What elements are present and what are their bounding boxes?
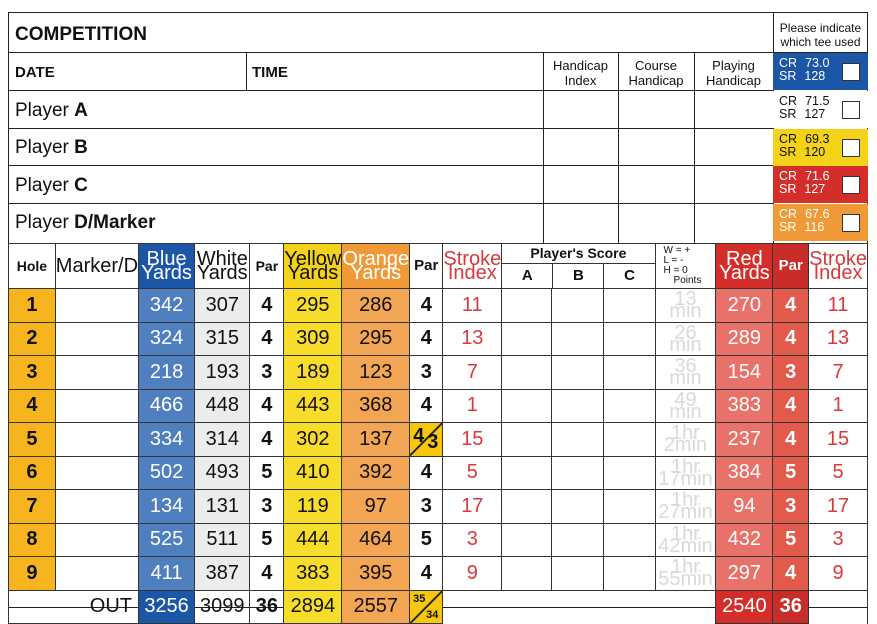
red-par-cell: 5 [773,523,809,557]
score-b-cell[interactable] [552,356,603,390]
score-c-cell[interactable] [603,456,655,490]
par-cell: 5 [250,523,284,557]
score-b-header: B [553,264,604,288]
points-header: W = + L = - H = 0 Points [655,244,716,289]
hole-number: 9 [9,557,56,591]
tee-option-4[interactable]: CR 71.6 SR 127 [773,166,868,203]
points-cell[interactable]: 1hr 2min [655,423,716,457]
player-b-label: Player B [15,137,88,158]
out-red-blank [809,590,868,624]
yellow-yards-cell: 302 [284,423,342,457]
yellow-yards-cell: 444 [284,523,342,557]
score-a-cell[interactable] [502,389,552,423]
white-yards-cell: 314 [195,423,250,457]
hole-number: 1 [9,289,56,323]
par-cell: 4 [250,557,284,591]
hole-table [8,243,868,624]
par2-cell: 4 3 [410,423,443,457]
score-a-cell[interactable] [502,456,552,490]
hole-number: 7 [9,490,56,524]
score-c-cell[interactable] [603,557,655,591]
yellow-yards-cell: 189 [284,356,342,390]
red-stroke-index-cell: 7 [809,356,868,390]
orange-yards-header: Orange Yards [342,244,410,289]
blue-yards-cell: 324 [139,322,195,356]
red-yards-cell: 289 [716,322,773,356]
out-par2 [410,590,443,624]
tee-option-1[interactable]: CR 73.0 SR 128 [773,53,868,90]
red-par-cell: 4 [773,389,809,423]
red-stroke-index-cell: 3 [809,523,868,557]
blue-yards-cell: 502 [139,456,195,490]
tee-prompt: Please indicate which tee used [779,21,862,49]
red-yards-cell: 154 [716,356,773,390]
white-yards-cell: 387 [195,557,250,591]
score-c-header: C [624,267,635,284]
score-a-cell[interactable] [502,523,552,557]
yellow-yards-cell: 295 [284,289,342,323]
out-par2-a: 35 [413,592,426,605]
par-cell: 4 [250,322,284,356]
stroke-index-cell: 11 [443,289,502,323]
par2-cell: 4 [410,322,443,356]
stroke-index-cell: 1 [443,389,502,423]
marker-cell[interactable] [55,289,138,323]
player-d-label: Player D/Marker [15,212,156,233]
marker-cell[interactable] [55,389,138,423]
stroke-index-cell: 15 [443,423,502,457]
red-stroke-index-cell: 13 [809,322,868,356]
tee-checkbox[interactable] [842,101,860,119]
red-yards-cell: 94 [716,490,773,524]
player-c-label: Player C [15,175,88,196]
score-c-cell[interactable] [603,356,655,390]
hole-row [9,523,868,557]
par2-cell: 3 [410,356,443,390]
out-yellow: 2894 [284,590,342,624]
player-a-label: Player A [15,100,88,121]
playing-handicap-label: Playing Handicap [706,58,761,88]
par-header: Par [250,244,284,289]
out-par: 36 [250,590,284,624]
hole-row [9,389,868,423]
score-c-cell[interactable] [603,523,655,557]
par2-cell: 4 [410,456,443,490]
score-a-cell[interactable] [502,322,552,356]
blue-yards-cell: 466 [139,389,195,423]
score-b-cell[interactable] [552,557,603,591]
marker-cell[interactable] [55,490,138,524]
yellow-yards-header: Yellow Yards [284,244,342,289]
score-b-cell[interactable] [552,456,603,490]
hole-header: Hole [9,244,56,289]
par2-header: Par [410,244,443,289]
scorecard [8,12,868,621]
score-c-cell[interactable] [603,490,655,524]
out-row [9,590,868,624]
score-b-cell[interactable] [552,523,603,557]
blue-yards-cell: 218 [139,356,195,390]
red-par-cell: 4 [773,423,809,457]
red-par-cell: 4 [773,289,809,323]
hole-row [9,490,868,524]
red-stroke-index-header: Stroke Index [809,244,868,289]
blue-yards-cell: 411 [139,557,195,591]
stroke-index-cell: 3 [443,523,502,557]
score-b-cell[interactable] [552,389,603,423]
marker-cell[interactable] [55,356,138,390]
red-yards-cell: 432 [716,523,773,557]
score-a-cell[interactable] [502,356,552,390]
points-cell[interactable]: 1hr 42min [655,523,716,557]
stroke-index-header: Stroke Index [443,244,502,289]
players-score-label: Player's Score [502,244,654,264]
marker-cell[interactable] [55,423,138,457]
tee-option-2[interactable]: CR 71.5 SR 127 [773,91,868,128]
yellow-yards-cell: 383 [284,557,342,591]
score-a-cell[interactable] [502,557,552,591]
out-white: 3099 [195,590,250,624]
par-cell: 4 [250,289,284,323]
competition-label: COMPETITION [15,24,147,45]
hole-number: 4 [9,389,56,423]
score-b-cell[interactable] [552,423,603,457]
marker-header: Marker/D [55,244,138,289]
white-yards-header: White Yards [195,244,250,289]
tee-checkbox[interactable] [842,176,860,194]
hole-row [9,423,868,457]
out-par2-b: 34 [426,609,439,621]
orange-yards-cell: 137 [342,423,410,457]
red-yards-header: Red Yards [716,244,773,289]
white-yards-cell: 511 [195,523,250,557]
orange-yards-cell: 295 [342,322,410,356]
tee-checkbox[interactable] [842,63,860,81]
hole-number: 6 [9,456,56,490]
out-orange: 2557 [342,590,410,624]
red-par-cell: 5 [773,456,809,490]
points-cell[interactable]: 1hr 27min [655,490,716,524]
par-cell: 5 [250,456,284,490]
hole-row [9,356,868,390]
marker-cell[interactable] [55,456,138,490]
par-cell: 3 [250,356,284,390]
hole-number: 3 [9,356,56,390]
orange-yards-cell: 464 [342,523,410,557]
hole-row [9,289,868,323]
red-stroke-index-cell: 11 [809,289,868,323]
white-yards-cell: 448 [195,389,250,423]
red-yards-cell: 383 [716,389,773,423]
red-stroke-index-cell: 15 [809,423,868,457]
stroke-index-cell: 9 [443,557,502,591]
score-c-cell[interactable] [603,322,655,356]
tee-option-5[interactable]: CR 67.6 SR 116 [773,204,868,241]
score-a-header: A [502,264,553,288]
blue-yards-header: Blue Yards [139,244,195,289]
red-par-cell: 3 [773,356,809,390]
score-a-cell[interactable] [502,490,552,524]
white-yards-cell: 307 [195,289,250,323]
score-c-cell[interactable] [603,423,655,457]
red-stroke-index-cell: 9 [809,557,868,591]
orange-yards-cell: 392 [342,456,410,490]
hole-number: 8 [9,523,56,557]
stroke-index-cell: 7 [443,356,502,390]
points-cell[interactable]: 49 min [655,389,716,423]
red-yards-cell: 237 [716,423,773,457]
hole-number: 5 [9,423,56,457]
blue-yards-cell: 334 [139,423,195,457]
par2-cell: 4 [410,389,443,423]
red-par-cell: 3 [773,490,809,524]
hole-row [9,456,868,490]
handicap-index-label: Handicap Index [553,58,608,88]
par2-cell: 3 [410,490,443,524]
tee-option-3[interactable]: CR 69.3 SR 120 [773,129,868,166]
points-cell[interactable]: 1hr 17min [655,456,716,490]
blue-yards-cell: 134 [139,490,195,524]
points-cell[interactable]: 26 min [655,322,716,356]
points-cell[interactable]: 36 min [655,356,716,390]
white-yards-cell: 193 [195,356,250,390]
red-par-cell: 4 [773,557,809,591]
date-label: DATE [15,64,55,81]
out-blue: 3256 [139,590,195,624]
red-stroke-index-cell: 5 [809,456,868,490]
points-cell[interactable]: 13 min [655,289,716,323]
marker-cell[interactable] [55,322,138,356]
orange-yards-cell: 97 [342,490,410,524]
yellow-yards-cell: 309 [284,322,342,356]
par2-cell: 4 [410,557,443,591]
red-yards-cell: 384 [716,456,773,490]
score-b-cell[interactable] [552,289,603,323]
blue-yards-cell: 342 [139,289,195,323]
score-a-cell[interactable] [502,423,552,457]
score-b-cell[interactable] [552,490,603,524]
red-yards-cell: 270 [716,289,773,323]
score-c-cell[interactable] [603,389,655,423]
stroke-index-cell: 13 [443,322,502,356]
score-a-cell[interactable] [502,289,552,323]
stroke-index-cell: 5 [443,456,502,490]
par2-cell: 5 [410,523,443,557]
red-par-header: Par [773,244,809,289]
red-stroke-index-cell: 17 [809,490,868,524]
time-label: TIME [252,64,288,81]
white-yards-cell: 493 [195,456,250,490]
out-red-par: 36 [773,590,809,624]
par-cell: 3 [250,490,284,524]
orange-yards-cell: 286 [342,289,410,323]
red-yards-cell: 297 [716,557,773,591]
hole-row [9,322,868,356]
white-yards-cell: 131 [195,490,250,524]
hole-number: 2 [9,322,56,356]
orange-yards-cell: 123 [342,356,410,390]
orange-yards-cell: 395 [342,557,410,591]
yellow-yards-cell: 410 [284,456,342,490]
marker-cell[interactable] [55,523,138,557]
red-stroke-index-cell: 1 [809,389,868,423]
yellow-yards-cell: 119 [284,490,342,524]
red-par-cell: 4 [773,322,809,356]
hole-row [9,557,868,591]
orange-yards-cell: 368 [342,389,410,423]
par-cell: 4 [250,389,284,423]
out-label: OUT [9,590,139,624]
out-blank [443,590,716,624]
par-cell: 4 [250,423,284,457]
yellow-yards-cell: 443 [284,389,342,423]
score-c-cell[interactable] [603,289,655,323]
header-row [9,244,868,289]
tee-checkbox[interactable] [842,214,860,232]
tee-checkbox[interactable] [842,139,860,157]
stroke-index-cell: 17 [443,490,502,524]
marker-cell[interactable] [55,557,138,591]
score-b-cell[interactable] [552,322,603,356]
players-score-header [502,244,655,289]
white-yards-cell: 315 [195,322,250,356]
points-cell[interactable]: 1hr 55min [655,557,716,591]
blue-yards-cell: 525 [139,523,195,557]
out-red: 2540 [716,590,773,624]
par2-cell: 4 [410,289,443,323]
course-handicap-label: Course Handicap [628,58,684,88]
